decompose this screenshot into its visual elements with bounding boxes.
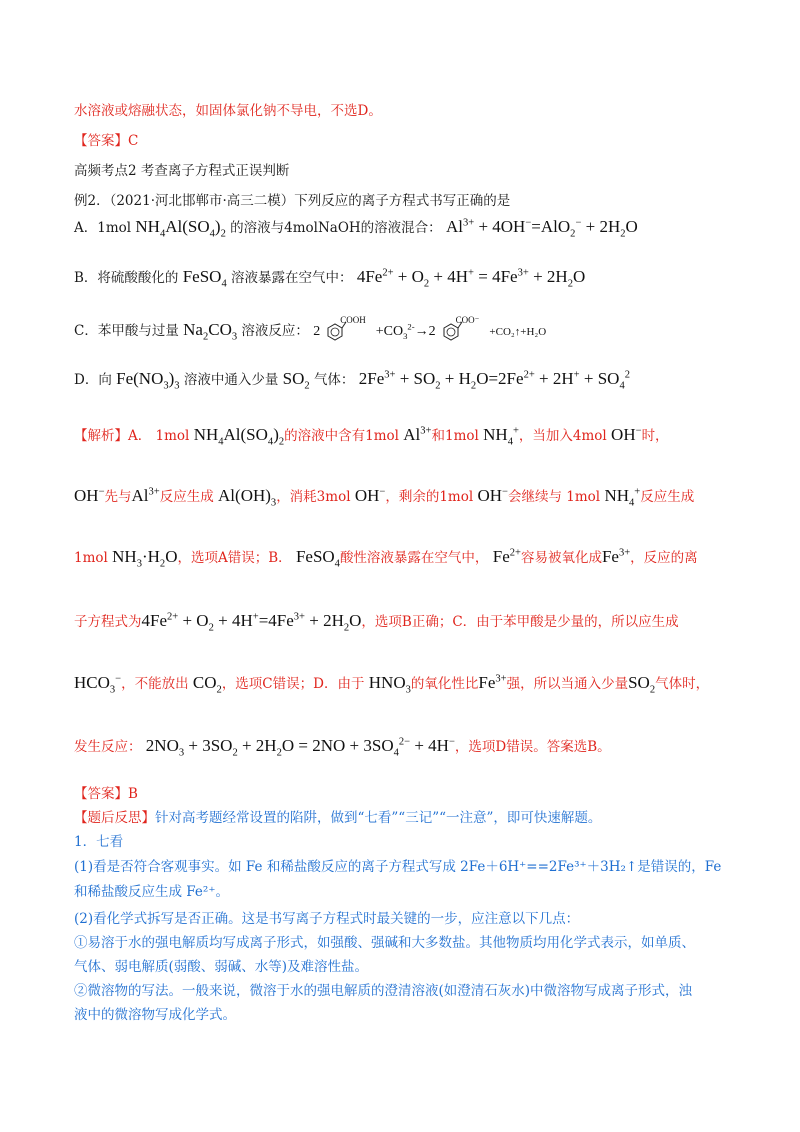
option-a-prefix: A．1mol (74, 220, 132, 236)
equation: $Al^{3+} + 4OH^-=AlO_2^- + 2H_2O$ (445, 217, 638, 240)
text: ，当加入4mol (518, 428, 607, 444)
option-d-prefix: D．向 (74, 372, 112, 388)
text: 的氧化性比 (410, 676, 479, 692)
analysis-head: 【解析】A． 1mol (74, 428, 190, 444)
text: 1mol (74, 550, 108, 566)
text: 和1mol (431, 428, 479, 444)
formula: $Fe(NO_3)_3$ (116, 369, 180, 392)
option-c-text: 溶液反应： (241, 323, 309, 340)
text: 子方程式为 (74, 614, 142, 630)
option-a-text: 的溶液与4molNaOH的溶液混合： (230, 220, 442, 236)
paragraph-line: ①易溶于水的强电解质均写成离子形式，如强酸、强碱和大多数盐。其他物质均用化学式表示，如单质、 (74, 935, 695, 951)
text: 强，所以当通入少量 (506, 676, 629, 692)
topic-heading: 高频考点2 考查离子方程式正误判断 (74, 163, 290, 179)
option-d-text: 溶液中通入少量 (183, 372, 279, 388)
option-a (74, 216, 638, 240)
analysis-line-3 (74, 546, 698, 570)
text-line: 水溶液或熔融状态，如固体氯化钠不导电，不选D。 (74, 103, 382, 119)
example-question: 例2．（2021·河北邯郸市·高三二模）下列反应的离子方程式书写正确的是 (74, 193, 511, 209)
formula: $SO_2$ (628, 673, 656, 696)
formula: FeSO$_4$ (295, 547, 340, 570)
text: 会继续与 1mol (508, 489, 601, 505)
equation: $4Fe^{2+} + O_2 + 4H^+=4Fe^{3+} + 2H_2O$ (141, 611, 362, 634)
formula: $NH_4^+$ (604, 486, 641, 509)
formula: $NH_4Al(SO_4)_2$ (135, 217, 226, 240)
formula: $Na_2CO_3$ (183, 320, 238, 343)
formula: $Al^{3+}$ (131, 486, 160, 505)
equation: $2NO_3 + 3SO_2 + 2H_2O = 2NO + 3SO_4^{2-} + 4H^-$ (145, 736, 455, 759)
reflection-text: 针对高考题经常设置的陷阱，做到“七看”“三记”“一注意”，即可快速解题。 (155, 810, 602, 826)
text: 气体时， (655, 676, 710, 692)
formula: $NH_3\cdot H_2O$ (112, 547, 178, 570)
text: ，选项A错误；B． (177, 550, 292, 566)
formula: $Al^{3+}$ (403, 425, 432, 444)
equation: $2^{COOH}+CO_3^{2-}\to 2^{COO^-}+CO_2↑+H_2O$ (313, 324, 546, 339)
option-b-prefix: B．将硫酸酸化的 (74, 270, 179, 286)
paragraph-line: 和稀盐酸反应生成 Fe²⁺。 (74, 884, 229, 900)
text: ，选项C错误；D．由于 (221, 676, 365, 692)
coo-label: COO⁻ (455, 315, 480, 326)
text: 反应生成 (640, 489, 695, 505)
text: 时， (641, 428, 669, 444)
equation: $2Fe^{3+} + SO_2 + H_2O=2Fe^{2+} + 2H^+ + SO_4^2$ (358, 369, 630, 392)
formula: $SO_2$ (282, 369, 310, 392)
formula: $NH_4Al(SO_4)_2$ (193, 425, 285, 448)
analysis-line-1 (74, 424, 669, 448)
option-b-text: 溶液暴露在空气中： (231, 270, 353, 286)
paragraph-line: (1)看是否符合客观事实。如 Fe 和稀盐酸反应的离子方程式写成 2Fe＋6H⁺==2Fe³⁺＋3H₂↑是错误的，Fe (74, 859, 722, 875)
analysis-line-6 (74, 735, 611, 759)
analysis-line-2 (74, 485, 695, 509)
section-heading: 1．七看 (74, 834, 124, 850)
formula: $Fe^{3+}$ (601, 547, 631, 566)
option-b (74, 266, 586, 290)
cooh-label: COOH (340, 315, 366, 326)
text: ，选项D错误。答案选B。 (454, 739, 611, 755)
answer-label: 【答案】B (74, 786, 138, 802)
formula: $Al(OH)_3$ (218, 486, 277, 509)
text: 酸性溶液暴露在空气中， (339, 550, 489, 566)
text: ，反应的离 (630, 550, 698, 566)
option-c (74, 315, 547, 346)
text: ，消耗3mol (276, 489, 351, 505)
text: 容易被氧化成 (520, 550, 602, 566)
formula: $HCO_3^-$ (74, 673, 122, 696)
analysis-line-4 (74, 610, 679, 634)
paragraph-line: 气体、弱电解质(弱酸、弱碱、水等)及难溶性盐。 (74, 959, 369, 975)
answer-label: 【答案】C (74, 133, 139, 149)
formula: $HNO_3$ (368, 673, 411, 696)
reflection-label: 【题后反思】 (74, 810, 155, 826)
formula: OH− (477, 486, 508, 505)
formula: OH− (611, 425, 642, 444)
reflection-line (74, 806, 601, 826)
text: ，选项B正确；C．由于苯甲酸是少量的，所以应生成 (361, 614, 679, 630)
paragraph-line: 液中的微溶物写成化学式。 (74, 1007, 236, 1023)
formula: $CO_2$ (192, 673, 222, 696)
paragraph-line: ②微溶物的写法。一般来说，微溶于水的强电解质的澄清溶液(如澄清石灰水)中微溶物写成离子形式，浊 (74, 983, 693, 999)
formula: FeSO$_4$ (182, 267, 227, 290)
text: ，不能放出 (121, 676, 189, 692)
formula: $Fe^{3+}$ (478, 673, 507, 692)
text: ，剩余的1mol (385, 489, 474, 505)
text: 先与 (104, 489, 132, 505)
text: 的溶液中含有1mol (284, 428, 399, 444)
equation: $4Fe^{2+} + O_2 + 4H^+ = 4Fe^{3+} + 2H_2O$ (356, 267, 586, 290)
option-c-prefix: C．苯甲酸与过量 (74, 323, 179, 340)
option-d-text: 气体： (313, 372, 355, 388)
text: 反应生成 (159, 489, 214, 505)
option-d (74, 368, 630, 392)
formula: OH− (74, 486, 105, 505)
analysis-line-5 (74, 672, 710, 696)
text: 发生反应： (74, 739, 142, 755)
formula: $Fe^{2+}$ (492, 547, 521, 566)
paragraph-line: (2)看化学式拆写是否正确。这是书写离子方程式时最关键的一步，应注意以下几点： (74, 911, 580, 927)
formula: OH− (354, 486, 386, 505)
formula: $NH_4^+$ (483, 425, 519, 448)
